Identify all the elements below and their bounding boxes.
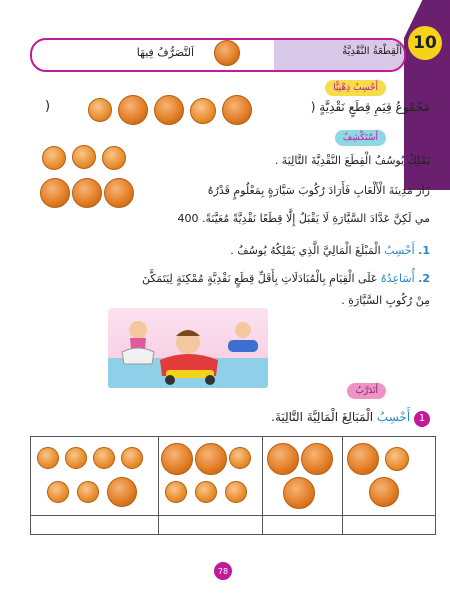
- coin-icon: [369, 477, 399, 507]
- question-1: [230, 244, 430, 257]
- coin-icon: [283, 477, 315, 509]
- price-400: 400: [177, 212, 199, 225]
- coin-icon: [47, 481, 69, 503]
- question-1-text: الْمَبْلَغَ الْمَالِيَّ الَّذِي يَمْلِكُهُ يُوسُفُ .: [230, 244, 381, 257]
- coin-icon: [195, 443, 227, 475]
- header-coin-icon: [214, 40, 240, 66]
- coin-icon: [165, 481, 187, 503]
- coin-icon: [267, 443, 299, 475]
- question-2-verb: أُسَاعِدُهُ: [380, 272, 415, 285]
- explore-line-1: يَمْلِكُ يُوسُفُ الْقِطَعَ النَّقْدِيَّةَ التَّالِيَةَ .: [274, 154, 430, 167]
- lesson-number: 10: [408, 26, 442, 60]
- table-cell: [263, 437, 343, 516]
- table-cell: [159, 437, 263, 516]
- coin-icon: [77, 481, 99, 503]
- question-2-number: 2.: [418, 272, 430, 285]
- coin-icon: [65, 447, 87, 469]
- table-cell: [342, 437, 435, 516]
- answer-cell[interactable]: [159, 516, 263, 535]
- page-number: 78: [214, 562, 232, 580]
- exercise-number-badge: 1: [414, 411, 430, 427]
- question-1-verb: أَحْسِبُ: [384, 244, 415, 257]
- explore-line-3: [178, 212, 431, 225]
- header-subtitle: اَلتَّصَرُّفُ فِيهَا: [136, 46, 194, 59]
- coin-icon: [88, 98, 112, 122]
- coin-icon: [72, 178, 102, 208]
- coin-icon: [385, 447, 409, 471]
- coin-icon: [229, 447, 251, 469]
- close-paren: ): [45, 99, 51, 114]
- coin-icon: [347, 443, 379, 475]
- coin-icon: [121, 447, 143, 469]
- bumper-car-illustration: [108, 308, 268, 388]
- answer-cell[interactable]: [342, 516, 435, 535]
- coin-icon: [104, 178, 134, 208]
- header-title: اَلْقِطْعَةُ النَّقْدِيَّةُ: [342, 46, 402, 57]
- section-tag-explore: أَسْتَكْشِفُ: [335, 130, 386, 146]
- coin-icon: [154, 95, 184, 125]
- question-1-number: 1.: [418, 244, 430, 257]
- section-tag-mental: أَحْسِبُ ذِهْنِيًّا: [325, 80, 386, 96]
- explore-line-2: زَارَ مَدِينَةَ الْأَلْعَابِ فَأَرَادَ رُكُوبَ سَيَّارَةٍ بِمَعْلُومٍ قَدْرُهُ: [207, 184, 430, 197]
- explore-line-3-text: مي لَكِنَّ عَدَّادَ السَّيَّارَةِ لَا يَقْبَلُ إِلَّا قِطَعًا نَقْدِيَّةً مُعَيَّنَةً.: [202, 212, 430, 225]
- mental-instruction: مَجْمُوعُ قِيَمِ قِطَعٍ نَقْدِيَّةٍ (: [310, 100, 430, 114]
- coin-icon: [37, 447, 59, 469]
- section-tag-practice: أَتَدَرَّبُ: [347, 383, 386, 399]
- coin-icon: [222, 95, 252, 125]
- question-2-line-2: مِنْ رُكُوبِ السَّيَّارَةِ .: [341, 294, 430, 307]
- answer-cell[interactable]: [263, 516, 343, 535]
- coin-icon: [301, 443, 333, 475]
- coins-table: [30, 436, 436, 535]
- coin-icon: [40, 178, 70, 208]
- question-2: [142, 272, 430, 285]
- exercise-text: الْمَبَالِغَ الْمَالِيَّةَ التَّالِيَةَ.: [271, 410, 374, 424]
- exercise-verb: أَحْسِبُ: [376, 410, 411, 424]
- coin-icon: [225, 481, 247, 503]
- coin-icon: [93, 447, 115, 469]
- coin-icon: [72, 145, 96, 169]
- coin-icon: [161, 443, 193, 475]
- question-2-text: عَلَى الْقِيَامِ بِالْمُبَادَلَاتِ بِأَقَلِّ قِطَعٍ نَقْدِيَّةٍ مُمْكِنَةٍ لِيَتَمَكَّنَ: [141, 272, 378, 285]
- coin-icon: [107, 477, 137, 507]
- table-cell: [31, 437, 159, 516]
- coin-icon: [195, 481, 217, 503]
- coin-icon: [118, 95, 148, 125]
- coin-icon: [102, 146, 126, 170]
- coin-icon: [42, 146, 66, 170]
- practice-instruction: [271, 410, 430, 427]
- answer-cell[interactable]: [31, 516, 159, 535]
- coin-icon: [190, 98, 216, 124]
